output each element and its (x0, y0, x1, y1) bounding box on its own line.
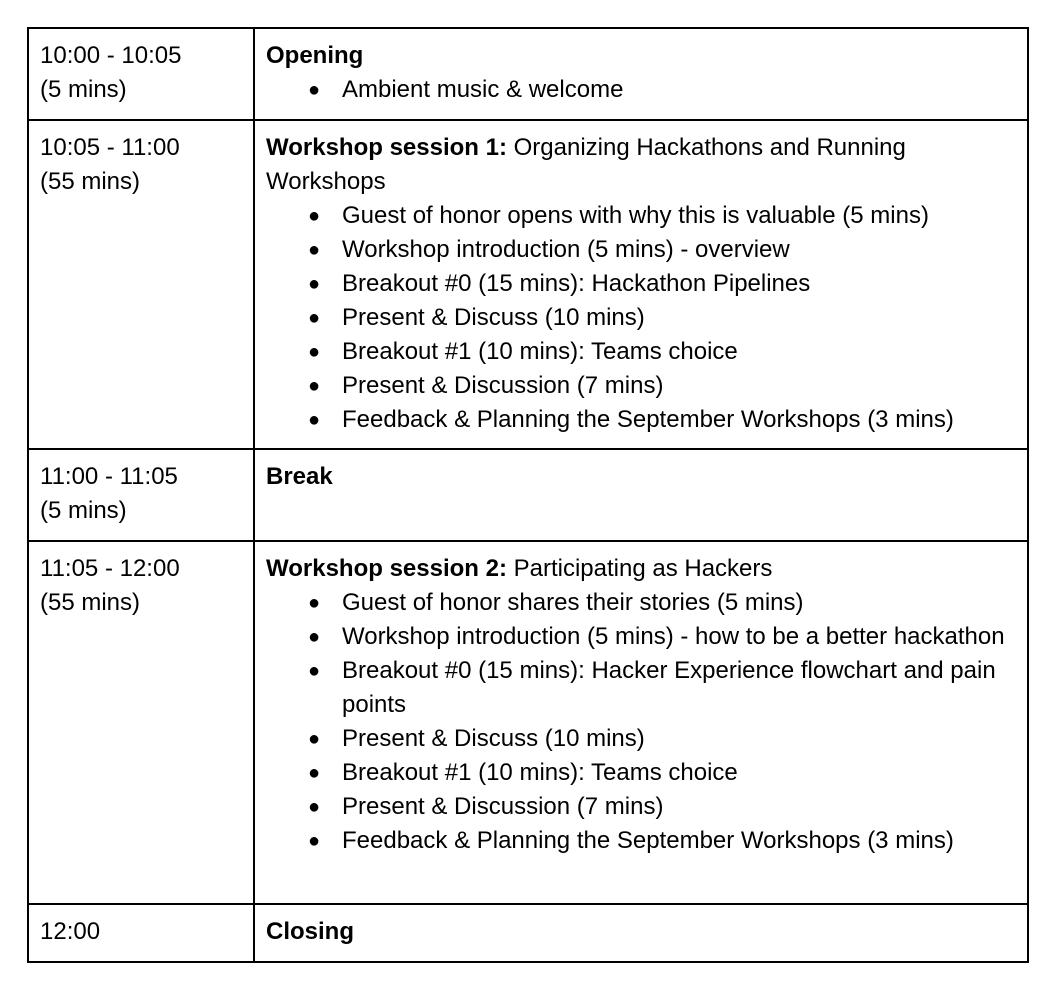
session-subtitle: Organizing Hackathons and Running Workshops (266, 134, 906, 195)
list-item (308, 403, 1016, 437)
session-items (266, 586, 1016, 858)
bullet-icon: ● (308, 375, 321, 397)
list-item (308, 199, 1016, 233)
list-item-text: Breakout #0 (15 mins): Hackathon Pipelines (342, 270, 811, 297)
list-item (308, 824, 1016, 858)
list-item-text: Feedback & Planning the September Workshops (3 mins) (342, 827, 954, 854)
time-cell (28, 449, 254, 541)
bullet-icon: ● (308, 796, 321, 818)
session-title: Closing (266, 918, 354, 945)
bullet-icon: ● (308, 307, 321, 329)
list-item-text: Breakout #0 (15 mins): Hacker Experience flowchart and pain points (342, 657, 996, 718)
list-item-text: Present & Discuss (10 mins) (342, 304, 645, 331)
list-item-text: Present & Discuss (10 mins) (342, 725, 645, 752)
list-item (308, 301, 1016, 335)
description-cell (254, 120, 1028, 449)
session-title: Break (266, 463, 333, 490)
session-heading (266, 460, 1016, 494)
duration: (55 mins) (40, 168, 141, 195)
list-item (308, 73, 1016, 107)
duration: (5 mins) (40, 497, 127, 524)
list-item-text: Present & Discussion (7 mins) (342, 793, 664, 820)
agenda-row-session-1 (28, 120, 1028, 449)
session-heading (266, 39, 1016, 73)
duration: (5 mins) (40, 76, 127, 103)
list-item-text: Breakout #1 (10 mins): Teams choice (342, 338, 738, 365)
bullet-icon: ● (308, 660, 321, 682)
time-cell (28, 120, 254, 449)
time-cell (28, 541, 254, 904)
agenda-row-break (28, 449, 1028, 541)
session-heading (266, 552, 1016, 586)
bullet-icon: ● (308, 341, 321, 363)
session-heading (266, 915, 1016, 949)
time-range: 12:00 (40, 918, 101, 945)
list-item (308, 654, 1016, 722)
time-range: 10:05 - 11:00 (40, 134, 180, 161)
bullet-icon: ● (308, 205, 321, 227)
session-items (266, 199, 1016, 437)
agenda-table (27, 27, 1029, 963)
bullet-icon: ● (308, 626, 321, 648)
list-item-text: Guest of honor shares their stories (5 mins) (342, 589, 804, 616)
agenda-row-session-2 (28, 541, 1028, 904)
session-title: Opening (266, 42, 364, 69)
list-item (308, 722, 1016, 756)
bullet-icon: ● (308, 592, 321, 614)
session-title: Workshop session 1: (266, 134, 507, 161)
time-range: 11:00 - 11:05 (40, 463, 178, 490)
list-item (308, 233, 1016, 267)
bullet-icon: ● (308, 409, 321, 431)
list-item-text: Guest of honor opens with why this is valuable (5 mins) (342, 202, 929, 229)
list-item-text: Workshop introduction (5 mins) - overview (342, 236, 790, 263)
list-item (308, 267, 1016, 301)
agenda-row-closing (28, 904, 1028, 962)
description-cell (254, 904, 1028, 962)
description-cell (254, 449, 1028, 541)
description-cell (254, 28, 1028, 120)
session-subtitle: Participating as Hackers (506, 555, 773, 582)
bullet-icon: ● (308, 79, 321, 101)
session-heading (266, 131, 1016, 199)
bullet-icon: ● (308, 830, 321, 852)
list-item (308, 756, 1016, 790)
time-cell (28, 904, 254, 962)
description-cell (254, 541, 1028, 904)
list-item (308, 335, 1016, 369)
list-item (308, 790, 1016, 824)
list-item (308, 369, 1016, 403)
duration: (55 mins) (40, 589, 141, 616)
bullet-icon: ● (308, 239, 321, 261)
session-items (266, 73, 1016, 107)
list-item (308, 586, 1016, 620)
list-item-text: Feedback & Planning the September Workshops (3 mins) (342, 406, 954, 433)
list-item-text: Breakout #1 (10 mins): Teams choice (342, 759, 738, 786)
session-title: Workshop session 2: (266, 555, 507, 582)
list-item-text: Present & Discussion (7 mins) (342, 372, 664, 399)
bullet-icon: ● (308, 728, 321, 750)
list-item (308, 620, 1016, 654)
list-item-text: Workshop introduction (5 mins) - how to be a better hackathon (342, 623, 1005, 650)
bullet-icon: ● (308, 273, 321, 295)
time-range: 11:05 - 12:00 (40, 555, 180, 582)
bullet-icon: ● (308, 762, 321, 784)
list-item-text: Ambient music & welcome (342, 76, 624, 103)
agenda-row-opening (28, 28, 1028, 120)
time-cell (28, 28, 254, 120)
time-range: 10:00 - 10:05 (40, 42, 182, 69)
